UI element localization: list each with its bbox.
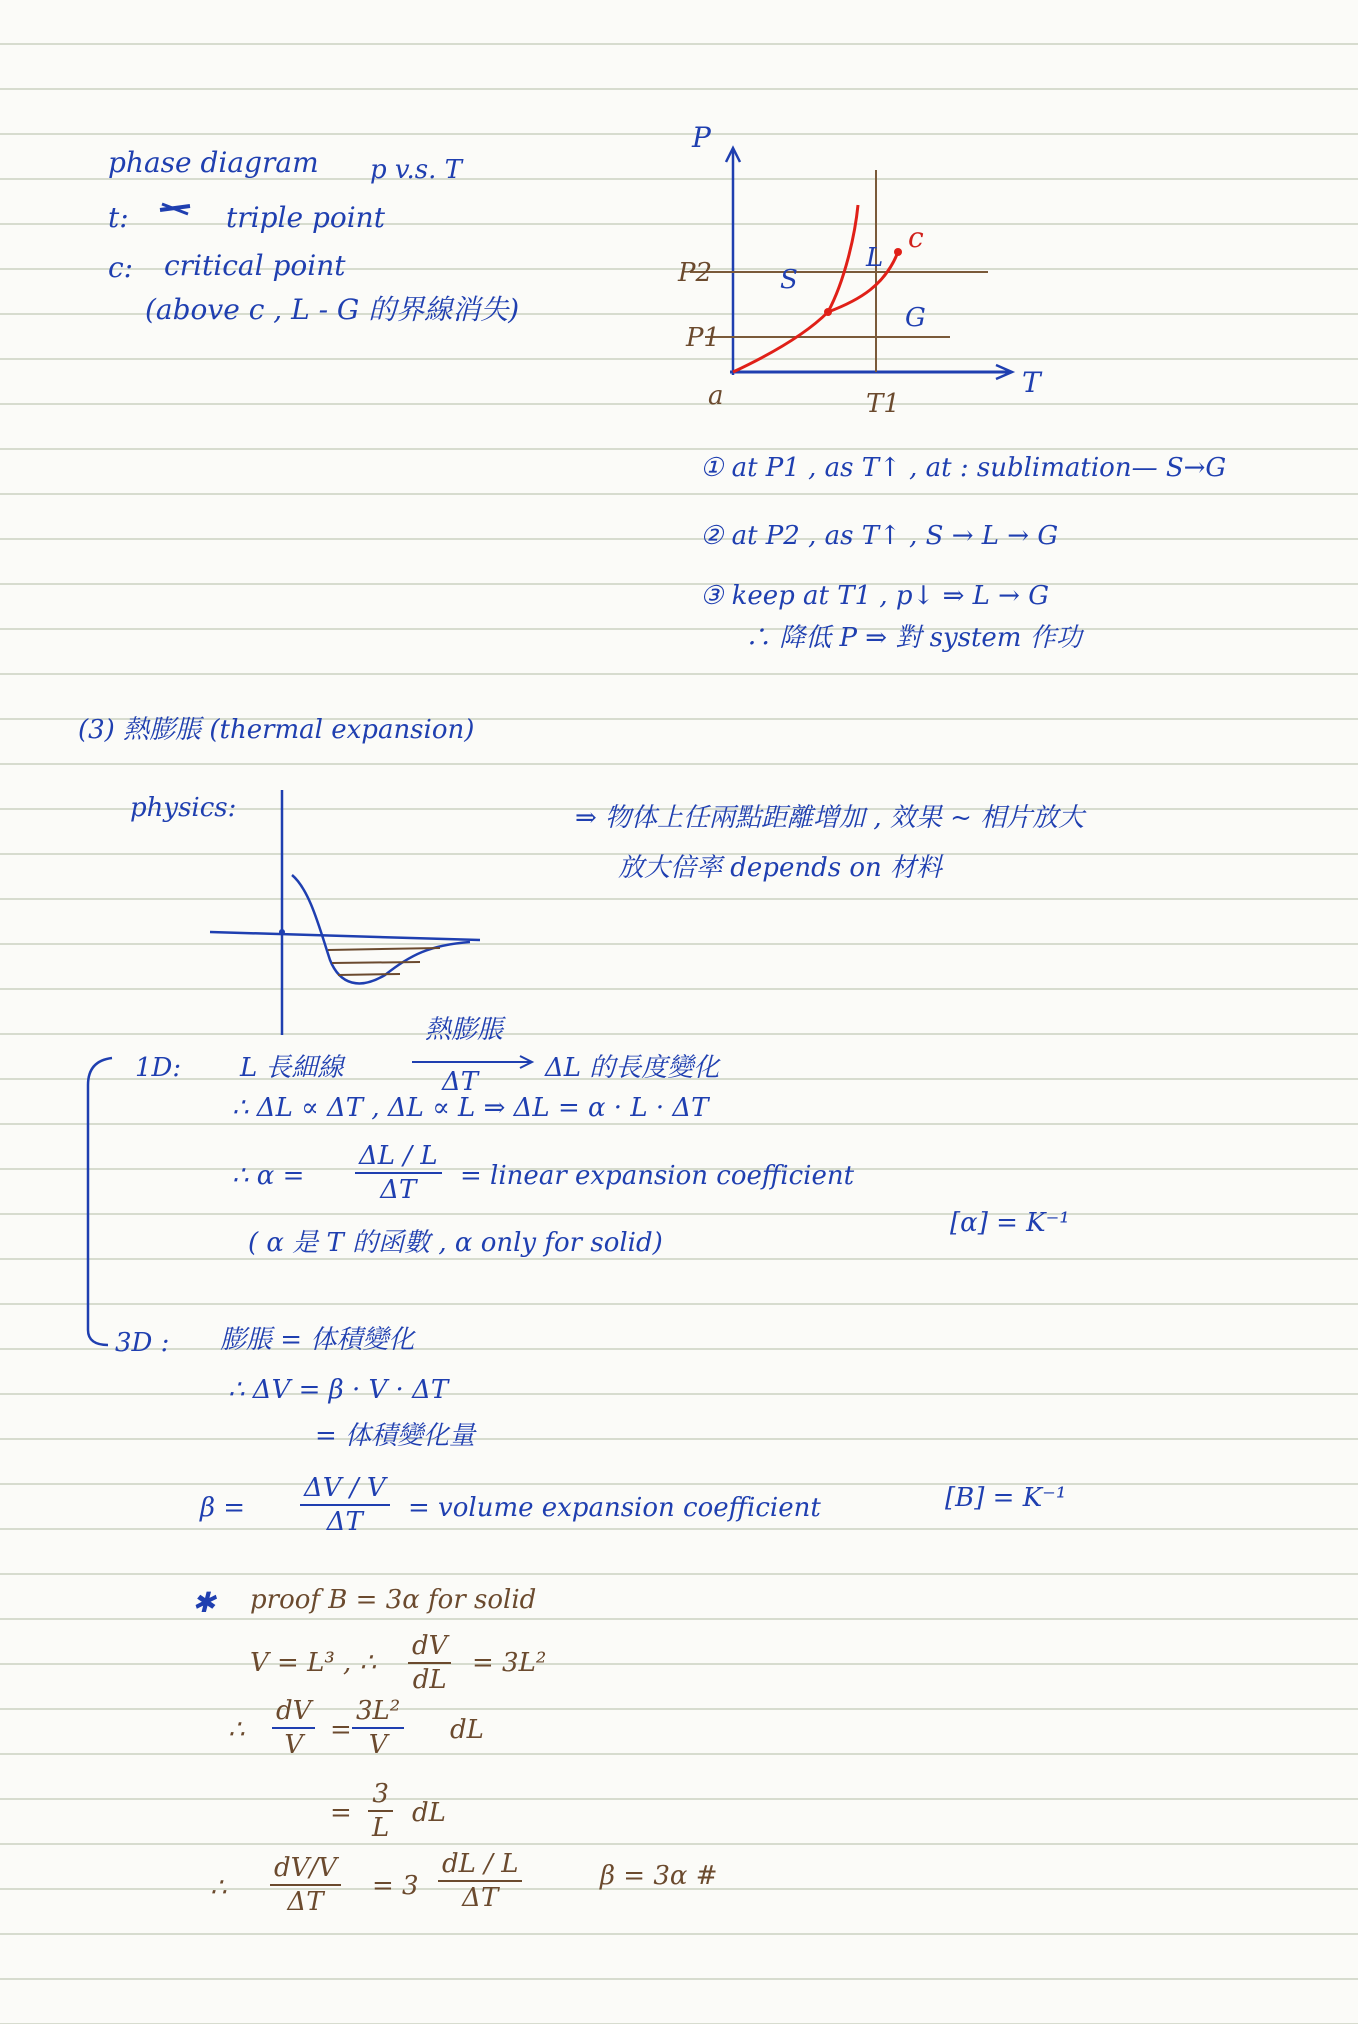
dvv-denominator: V [284, 1730, 304, 1760]
physics-label: physics: [130, 793, 237, 823]
vaporization-curve [828, 252, 898, 312]
final-middle: = 3 [372, 1871, 419, 1901]
graph-p1-label: P1 [686, 323, 721, 353]
graph-p2-label: P2 [678, 258, 713, 288]
note-2: ② at P2 , as T↑ , S → L → G [700, 521, 1059, 551]
triple-point-dot [824, 308, 832, 316]
sublimation-curve [733, 312, 828, 372]
thermal-heading: (3) 熱膨脹 (thermal expansion) [78, 715, 475, 745]
step3-equals: = [330, 1798, 352, 1828]
dvv-fraction [272, 1695, 315, 1761]
graph-solid-label: S [780, 265, 798, 295]
graph-critical-label: c [908, 221, 924, 254]
graph-gas-label: G [905, 303, 926, 333]
beta-numerator: ΔV / V [300, 1472, 390, 1506]
beta-definition: = volume expansion coefficient [408, 1493, 821, 1523]
graph-t-axis-label: T [1022, 366, 1041, 399]
alpha-numerator: ΔL / L [355, 1140, 442, 1174]
crossed-out-mark [158, 194, 192, 222]
t-axis-arrow [996, 365, 1012, 379]
graph-origin-label: a [708, 381, 724, 411]
graph-p-axis-label: P [692, 121, 711, 154]
final-conclusion: β = 3α # [600, 1861, 718, 1891]
3d-dv-note: = 体積變化量 [315, 1421, 476, 1451]
effect-line-1: ⇒ 物体上任兩點距離增加 , 效果 ~ 相片放大 [575, 803, 1085, 833]
beta-denominator: ΔT [326, 1507, 363, 1537]
alpha-definition: = linear expansion coefficient [460, 1161, 855, 1191]
final-left-numerator: dV/V [270, 1852, 341, 1886]
proof-title: proof B = 3α for solid [250, 1585, 537, 1615]
alpha-fraction [355, 1140, 442, 1206]
note-3: ③ keep at T1 , p↓ ⇒ L → G [700, 581, 1049, 611]
phase-title: phase diagram [108, 146, 319, 179]
proof-dl: dL [450, 1715, 484, 1745]
graph-liquid-label: L [866, 243, 884, 273]
dvv-numerator: dV [272, 1695, 315, 1729]
1d-label: 1D: [135, 1053, 182, 1083]
l2v-denominator: V [368, 1730, 388, 1760]
p-axis-arrow [726, 148, 740, 162]
final-right-numerator: dL / L [438, 1848, 522, 1882]
graph-t1-label: T1 [866, 389, 900, 419]
dvdl-denominator: dL [412, 1665, 447, 1695]
l2v-fraction [352, 1695, 404, 1761]
phase-pvst: p v.s. T [370, 155, 462, 185]
final-left-fraction [270, 1852, 341, 1918]
above-c-note: (above c , L - G 的界線消失) [145, 293, 520, 326]
1d-arrow-bottom: ΔT [442, 1067, 479, 1097]
l2v-numerator: 3L² [352, 1695, 404, 1729]
dvdl-fraction [408, 1630, 451, 1696]
proof-therefore: ∴ [228, 1715, 245, 1745]
1d-line-text: L 長細線 [240, 1053, 344, 1083]
proof-star: ✱ [192, 1586, 216, 1619]
beta-prefix: β = [200, 1493, 246, 1523]
3d-label: 3D : [115, 1328, 170, 1358]
t-label: t: [108, 201, 129, 234]
1d-proportional: ∴ ΔL ∝ ΔT , ΔL ∝ L ⇒ ΔL = α · L · ΔT [232, 1093, 709, 1123]
note-1: ① at P1 , as T↑ , at : sublimation— S→G [700, 453, 1227, 483]
final-therefore: ∴ [210, 1873, 227, 1903]
c-label: c: [108, 251, 134, 284]
1d-arrow-top: 熱膨脹 [425, 1015, 504, 1045]
t-text: triple point [226, 201, 385, 234]
l-denominator: L [372, 1813, 390, 1843]
note-3b: ∴ 降低 P ⇒ 對 system 作功 [745, 623, 1082, 653]
beta-unit: [B] = K⁻¹ [945, 1483, 1067, 1513]
final-right-fraction [438, 1848, 522, 1914]
dvdl-numerator: dV [408, 1630, 451, 1664]
3d-definition: 膨脹 = 体積變化 [220, 1325, 415, 1355]
alpha-note: ( α 是 T 的函數 , α only for solid) [248, 1228, 663, 1258]
alpha-unit: [α] = K⁻¹ [950, 1208, 1070, 1238]
alpha-denominator: ΔT [380, 1175, 417, 1205]
critical-point-dot [894, 248, 902, 256]
three-over-l-fraction [368, 1778, 393, 1844]
c-text: critical point [164, 249, 346, 282]
3d-dv: ∴ ΔV = β · V · ΔT [228, 1375, 449, 1405]
final-right-denominator: ΔT [462, 1883, 499, 1913]
proof-equals: = [330, 1715, 352, 1745]
1d-result: ΔL 的長度變化 [545, 1053, 720, 1083]
beta-fraction [300, 1472, 390, 1538]
three-numerator: 3 [368, 1778, 393, 1812]
effect-line-2: 放大倍率 depends on 材料 [618, 853, 942, 883]
melting-curve [828, 205, 858, 312]
step3-dl: dL [412, 1798, 446, 1828]
proof-v: V = L³ , ∴ [250, 1648, 377, 1678]
alpha-prefix: ∴ α = [232, 1161, 305, 1191]
dvdl-result: = 3L² [472, 1648, 547, 1678]
final-left-denominator: ΔT [287, 1887, 324, 1917]
